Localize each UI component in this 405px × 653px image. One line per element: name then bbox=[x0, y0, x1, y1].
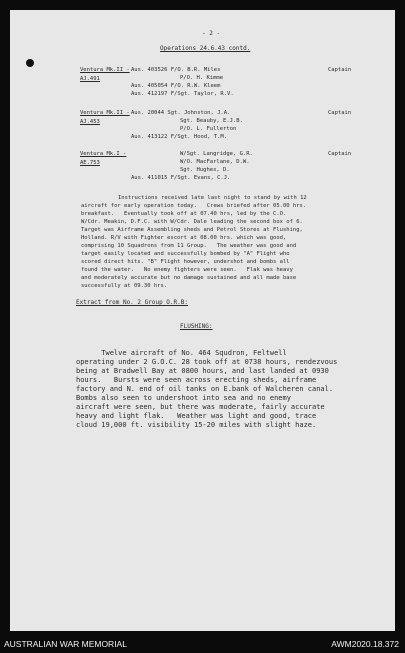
extract-line: Twelve aircraft of No. 464 Squdron, Feltwell bbox=[76, 349, 287, 357]
extract-line: cloud 19,000 ft. visibility 15-20 miles with slight haze. bbox=[76, 421, 317, 429]
crew-row: Aus. 405054 F/O. R.W. Kleem bbox=[131, 83, 221, 89]
narrative-line: found the water. No enemy fighters were seen. Flak was heavy bbox=[81, 267, 293, 273]
extract-line: hours. Bursts were seen across erecting sheds, airframe bbox=[76, 376, 317, 384]
location-heading: FLUSHING: bbox=[180, 323, 213, 330]
crew-row: Sgt. Hughes, D. bbox=[180, 167, 230, 173]
crew-aircraft: Ventura Mk.II - bbox=[80, 67, 130, 73]
crew-aircraft: Ventura Mk.II - bbox=[80, 110, 130, 116]
extract-line: being at Bradwell Bay at 0800 hours, and last landed at 0930 bbox=[76, 367, 329, 375]
crew-row: Aus. 20044 Sgt. Johnston, J.A. bbox=[131, 110, 231, 116]
narrative-line: W/Cdr. Meakin, D.F.C. with W/Cdr. Dale leading the second box of 6. bbox=[81, 219, 303, 225]
crew-aircraft: Ventura Mk.I - bbox=[80, 151, 127, 157]
narrative-line: and moderately accurate but no damage sustained and all made base bbox=[81, 275, 297, 281]
extract-line: Bombs also seen to undershoot into sea and no enemy bbox=[76, 394, 291, 402]
document-page bbox=[10, 10, 395, 631]
page-heading: Operations 24.6.43 contd. bbox=[160, 45, 251, 52]
crew-serial: AE.753 bbox=[80, 160, 100, 166]
footer-accession-number: AWM2020.18.372 bbox=[331, 639, 399, 649]
narrative-line: Target was Airframe Assembling sheds and Petrol Stores at Flushing, bbox=[81, 227, 303, 233]
crew-row: Aus. 403526 F/O. B.R. Miles bbox=[131, 67, 221, 73]
crew-row: Aus. 411015 F/Sgt. Evans, C.J. bbox=[131, 175, 231, 181]
page-number: - 2 - bbox=[202, 30, 221, 37]
crew-role: Captain bbox=[328, 67, 352, 73]
narrative-line: scored direct hits. "B" Flight however, undershot and bombs all bbox=[81, 259, 290, 265]
crew-serial: AJ.491 bbox=[80, 76, 100, 82]
extract-line: operating under 2 G.O.C. 28 took off at 0738 hours, rendezvous bbox=[76, 358, 338, 366]
punch-hole-icon bbox=[26, 59, 34, 67]
crew-row: Sgt. Beauby, E.J.B. bbox=[180, 118, 243, 124]
narrative-line: comprising 10 Squadrons from 11 Group. The weather was good and bbox=[81, 243, 297, 249]
footer-institution: AUSTRALIAN WAR MEMORIAL bbox=[4, 639, 127, 649]
extract-line: aircraft were seen, but there was moderate, fairly accurate bbox=[76, 403, 325, 411]
narrative-line: target easily located and successfully bombed by "A" Flight who bbox=[81, 251, 290, 257]
crew-row: W/O. MacFarlane, D.W. bbox=[180, 159, 250, 165]
crew-row: Aus. 413122 F/Sgt. Hood, T.M. bbox=[131, 134, 228, 140]
extract-heading: Extract from No. 2 Group O.R.B: bbox=[76, 299, 188, 306]
narrative-line: Holland. R/V with Fighter escort at 08.00 hrs. which was good, bbox=[81, 235, 287, 241]
extract-line: heavy and light flak. Weather was light and good, trace bbox=[76, 412, 317, 420]
crew-row: W/Sgt. Langridge, G.R. bbox=[180, 151, 253, 157]
crew-role: Captain bbox=[328, 110, 352, 116]
crew-row: Aus. 412197 F/Sgt. Taylor, R.V. bbox=[131, 91, 234, 97]
narrative-line: Instructions received late last night to stand by with 12 bbox=[118, 195, 307, 201]
crew-row: P/O. L. Fullerton bbox=[180, 126, 237, 132]
footer-bar bbox=[0, 636, 405, 653]
crew-serial: AJ.453 bbox=[80, 119, 100, 125]
narrative-line: aircraft for early operation today. Crews briefed after 05.00 hrs. bbox=[81, 203, 307, 209]
narrative-line: breakfast. Eventually took off at 07.40 hrs, led by the C.O. bbox=[81, 211, 287, 217]
crew-role: Captain bbox=[328, 151, 352, 157]
narrative-line: successfully at 09.30 hrs. bbox=[81, 283, 168, 289]
crew-row: P/O. H. Kimme bbox=[180, 75, 224, 81]
extract-line: factory and N. end of oil tanks on E.bank of Walcheren canal. bbox=[76, 385, 334, 393]
